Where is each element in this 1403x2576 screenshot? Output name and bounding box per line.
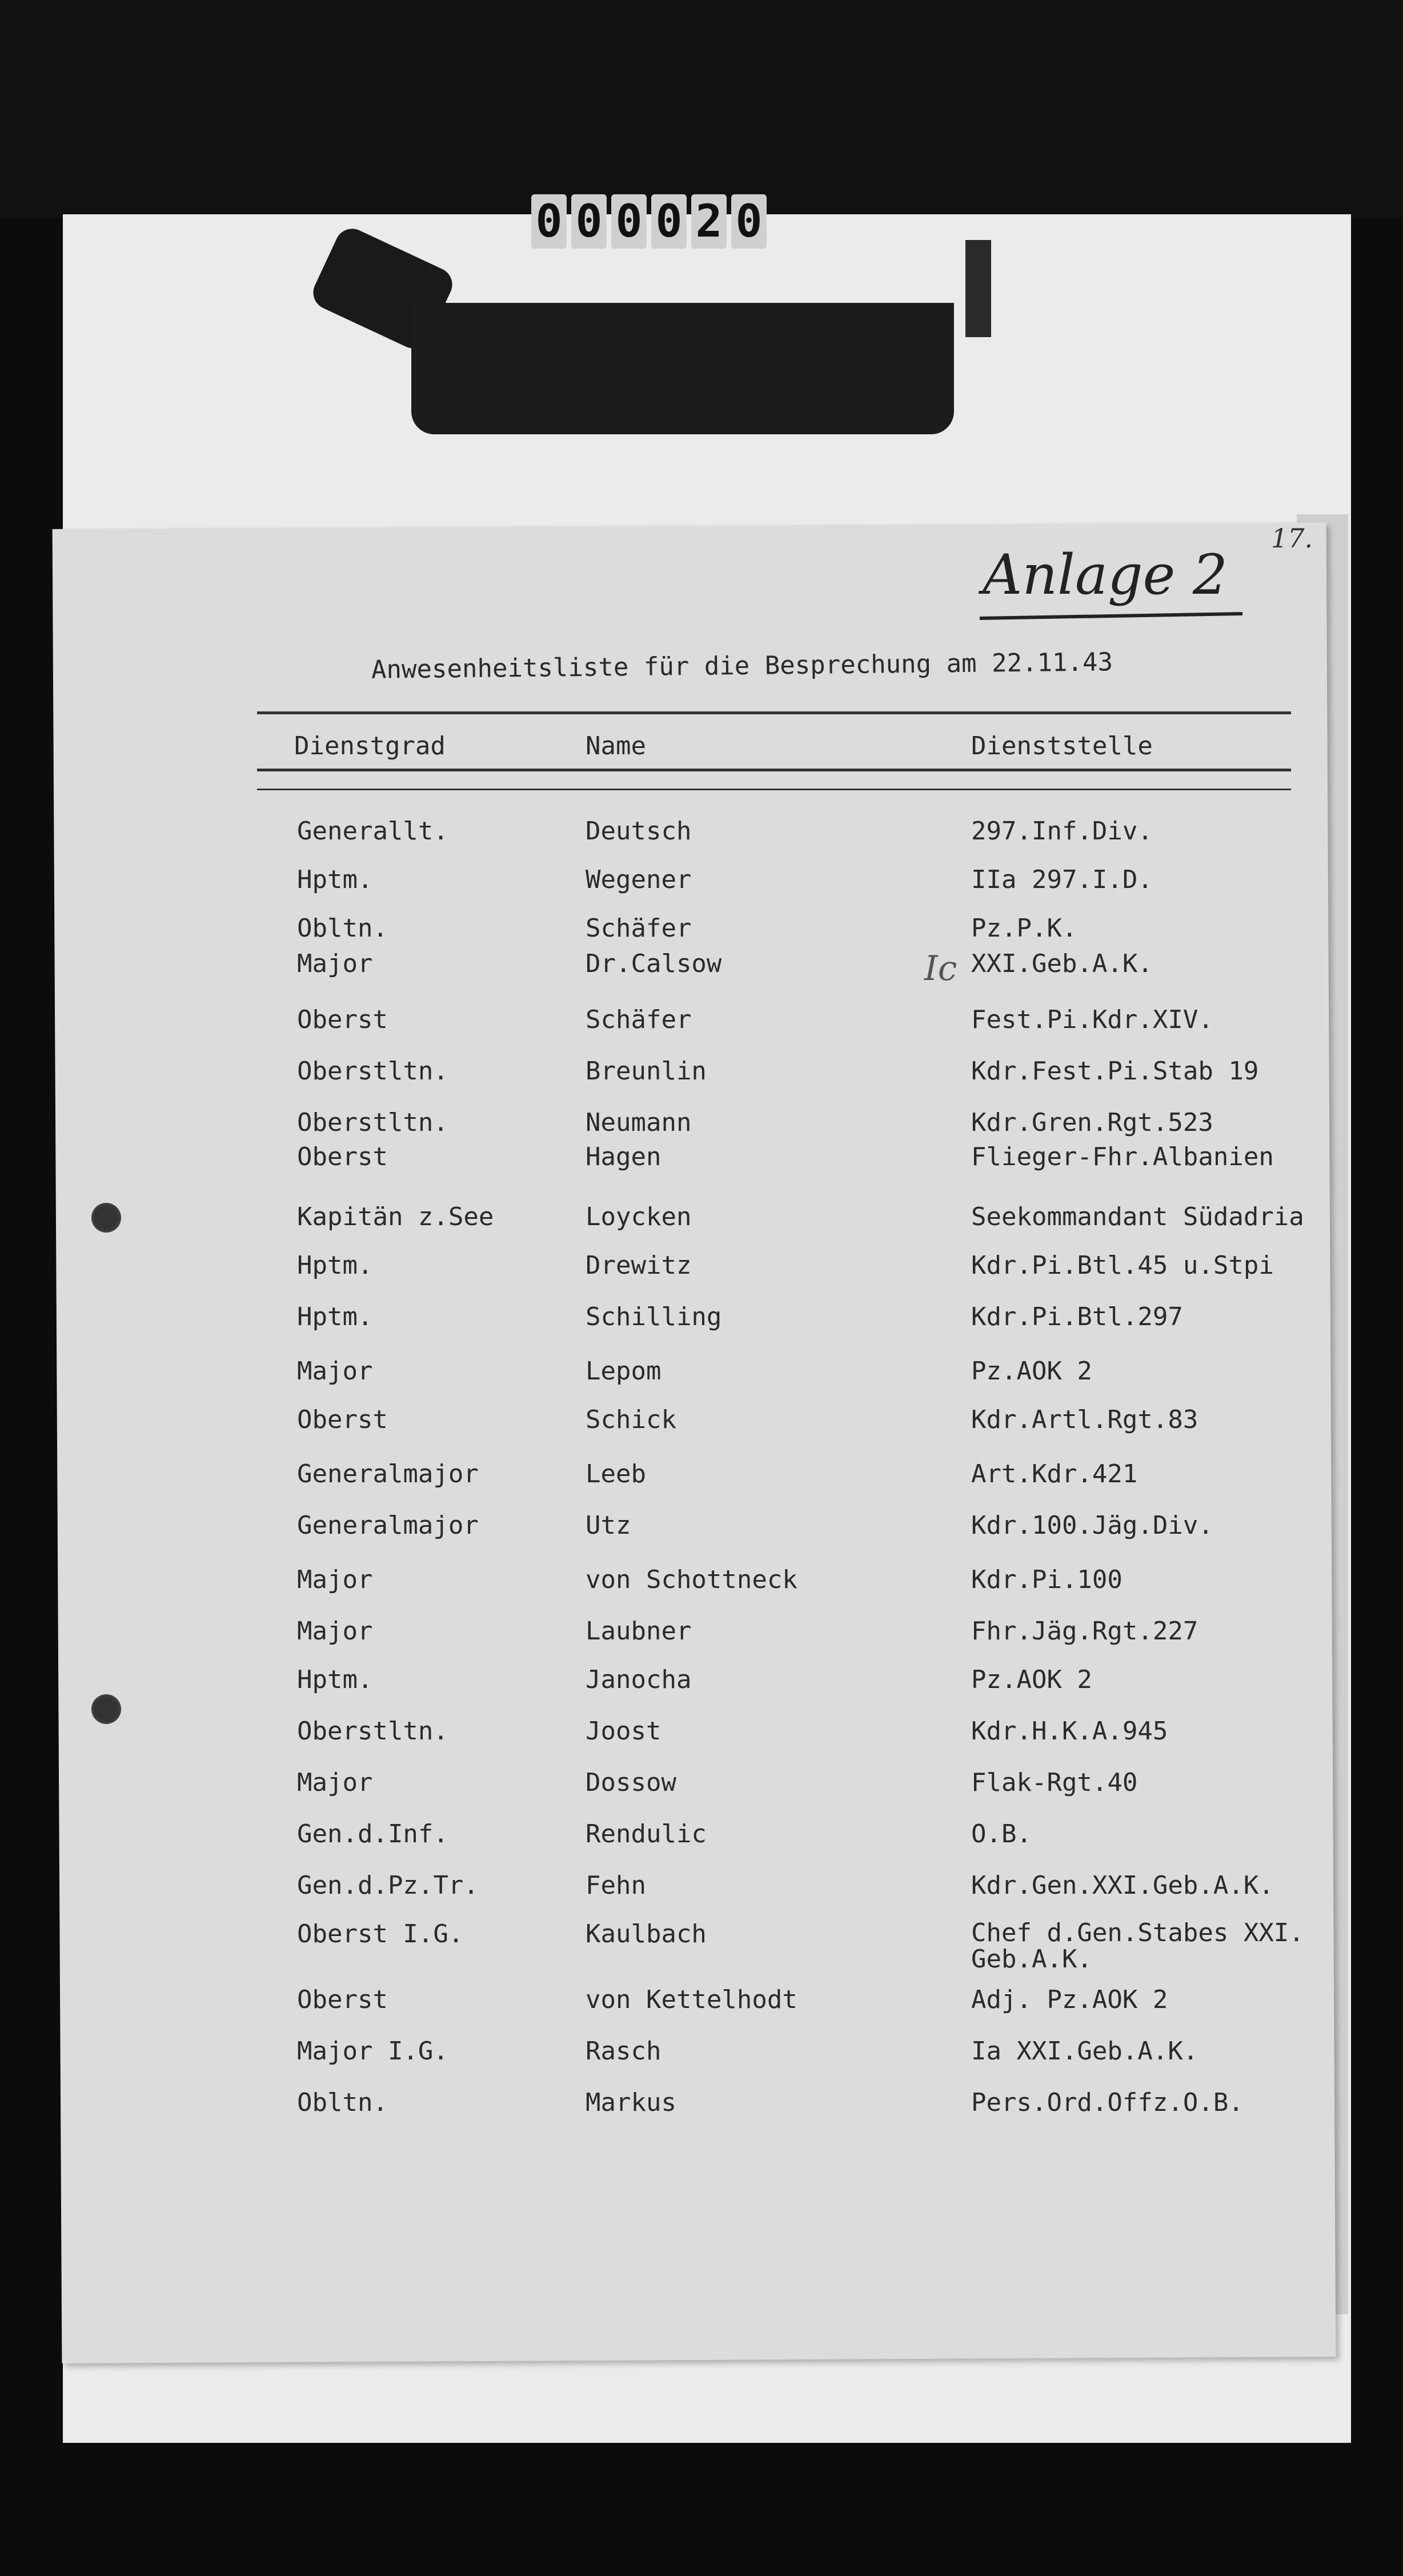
unit-cell: Adj. Pz.AOK 2 <box>971 1985 1168 2014</box>
name-cell: Joost <box>586 1717 662 1746</box>
name-cell: Lepom <box>586 1357 662 1386</box>
table-row <box>0 1357 1403 1391</box>
unit-cell: Kdr.Artl.Rgt.83 <box>971 1405 1198 1434</box>
name-cell: Utz <box>586 1511 631 1540</box>
unit-cell: Pz.AOK 2 <box>971 1665 1092 1694</box>
table-row <box>0 1109 1403 1143</box>
unit-cell: Ia XXI.Geb.A.K. <box>971 2037 1198 2066</box>
table-row <box>0 1617 1403 1651</box>
unit-cell: Kdr.Pi.Btl.297 <box>971 1302 1183 1331</box>
rank-cell: Generalmajor <box>297 1459 479 1489</box>
name-cell: Hagen <box>586 1142 662 1171</box>
name-cell: Loycken <box>586 1202 692 1231</box>
margin-note: Ic <box>924 949 957 989</box>
clip-tab <box>965 240 991 337</box>
name-cell: Schäfer <box>586 1005 692 1034</box>
frame-counter <box>531 194 767 251</box>
table-row <box>0 1006 1403 1040</box>
rank-cell: Generalmajor <box>297 1511 479 1540</box>
table-row <box>0 1769 1403 1803</box>
unit-cell: Fhr.Jäg.Rgt.227 <box>971 1617 1198 1646</box>
table-row <box>0 817 1403 851</box>
handwritten-annotation: Anlage 2 <box>983 543 1228 607</box>
unit-cell: Art.Kdr.421 <box>971 1459 1138 1489</box>
counter-digit: 2 <box>691 194 727 249</box>
header-rule-bottom <box>257 769 1291 771</box>
unit-cell: Flieger-Fhr.Albanien <box>971 1142 1274 1171</box>
name-cell: Drewitz <box>586 1251 692 1280</box>
unit-cell: XXI.Geb.A.K. <box>971 949 1153 978</box>
table-row <box>0 866 1403 900</box>
counter-digit: 0 <box>731 194 767 249</box>
table-row <box>0 1203 1403 1237</box>
rank-cell: Hptm. <box>297 865 373 894</box>
name-cell: Schilling <box>586 1302 722 1331</box>
unit-cell: IIa 297.I.D. <box>971 865 1153 894</box>
table-row <box>0 1871 1403 1906</box>
table-row <box>0 950 1403 984</box>
table-row <box>0 2037 1403 2071</box>
header-rule-top <box>257 711 1291 714</box>
table-row <box>0 914 1403 949</box>
unit-cell: Kdr.Pi.100 <box>971 1565 1123 1594</box>
unit-cell: Pz.AOK 2 <box>971 1357 1092 1386</box>
table-row <box>0 1251 1403 1286</box>
unit-cell: Seekommandant Südadria <box>971 1202 1304 1231</box>
rank-cell: Kapitän z.See <box>297 1202 494 1231</box>
table-row <box>0 1918 1403 1974</box>
rank-cell: Major <box>297 1357 373 1386</box>
rank-cell: Oberst <box>297 1405 388 1434</box>
name-cell: Laubner <box>586 1617 692 1646</box>
rank-cell: Major <box>297 1768 373 1797</box>
rank-cell: Oberst <box>297 1985 388 2014</box>
unit-cell: Flak-Rgt.40 <box>971 1768 1138 1797</box>
unit-cell: Kdr.H.K.A.945 <box>971 1717 1168 1746</box>
rank-cell: Obltn. <box>297 2088 388 2117</box>
table-row <box>0 1303 1403 1337</box>
rank-cell: Major <box>297 1565 373 1594</box>
document-title: Anwesenheitsliste für die Besprechung am 22.11.43 <box>371 647 1113 685</box>
table-row <box>0 2089 1403 2123</box>
document-page <box>53 522 1336 2363</box>
film-border <box>0 0 1403 217</box>
table-row <box>0 1986 1403 2020</box>
unit-cell: Kdr.Gen.XXI.Geb.A.K. <box>971 1871 1274 1900</box>
rank-cell: Major <box>297 1617 373 1646</box>
unit-cell: Kdr.Pi.Btl.45 u.Stpi <box>971 1251 1274 1280</box>
table-row <box>0 1666 1403 1700</box>
counter-digit: 0 <box>611 194 647 249</box>
name-cell: Dr.Calsow <box>586 949 722 978</box>
column-header-name: Name <box>586 731 646 761</box>
unit-cell: Kdr.Fest.Pi.Stab 19 <box>971 1057 1259 1086</box>
name-cell: Janocha <box>586 1665 692 1694</box>
table-row <box>0 1460 1403 1494</box>
column-header-rank: Dienstgrad <box>294 731 446 761</box>
name-cell: Wegener <box>586 865 692 894</box>
name-cell: Fehn <box>586 1871 646 1900</box>
page-number: 17. <box>1271 523 1313 554</box>
table-row <box>0 1406 1403 1440</box>
name-cell: Rendulic <box>586 1819 707 1849</box>
unit-cell: O.B. <box>971 1819 1032 1849</box>
counter-digit: 0 <box>651 194 687 249</box>
name-cell: Neumann <box>586 1108 692 1137</box>
name-cell: Rasch <box>586 2037 662 2066</box>
rank-cell: Major <box>297 949 373 978</box>
name-cell: Leeb <box>586 1459 646 1489</box>
rank-cell: Gen.d.Inf. <box>297 1819 448 1849</box>
counter-digit: 0 <box>531 194 567 249</box>
rank-cell: Major I.G. <box>297 2037 448 2066</box>
unit-cell: Pers.Ord.Offz.O.B. <box>971 2088 1244 2117</box>
unit-cell: Kdr.100.Jäg.Div. <box>971 1511 1213 1540</box>
name-cell: Breunlin <box>586 1057 707 1086</box>
rank-cell: Obltn. <box>297 914 388 943</box>
unit-cell: 297.Inf.Div. <box>971 817 1153 846</box>
rank-cell: Gen.d.Pz.Tr. <box>297 1871 479 1900</box>
rank-cell: Oberstltn. <box>297 1057 448 1086</box>
unit-cell: Pz.P.K. <box>971 914 1077 943</box>
rank-cell: Oberstltn. <box>297 1717 448 1746</box>
name-cell: Schick <box>586 1405 676 1434</box>
table-row <box>0 1566 1403 1600</box>
name-cell: Markus <box>586 2088 676 2117</box>
table-row <box>0 1511 1403 1546</box>
unit-cell: Fest.Pi.Kdr.XIV. <box>971 1005 1213 1034</box>
name-cell: von Schottneck <box>586 1565 797 1594</box>
table-row <box>0 1143 1403 1177</box>
table-row <box>0 1717 1403 1751</box>
column-header-unit: Dienststelle <box>971 731 1153 761</box>
rank-cell: Oberst <box>297 1142 388 1171</box>
name-cell: Kaulbach <box>586 1919 707 1949</box>
name-cell: Schäfer <box>586 914 692 943</box>
unit-cell: Chef d.Gen.Stabes XXI. Geb.A.K. <box>971 1918 1304 1974</box>
rank-cell: Hptm. <box>297 1251 373 1280</box>
counter-digit: 0 <box>571 194 607 249</box>
rank-cell: Oberstltn. <box>297 1108 448 1137</box>
table-row <box>0 1057 1403 1091</box>
name-cell: Deutsch <box>586 817 692 846</box>
header-rule-double <box>257 789 1291 790</box>
rank-cell: Hptm. <box>297 1302 373 1331</box>
rank-cell: Oberst <box>297 1005 388 1034</box>
name-cell: von Kettelhodt <box>586 1985 797 2014</box>
rank-cell: Generallt. <box>297 817 448 846</box>
table-row <box>0 1820 1403 1854</box>
rank-cell: Oberst I.G. <box>297 1919 464 1949</box>
rank-cell: Hptm. <box>297 1665 373 1694</box>
frame-clip <box>411 303 954 434</box>
name-cell: Dossow <box>586 1768 676 1797</box>
unit-cell: Kdr.Gren.Rgt.523 <box>971 1108 1213 1137</box>
